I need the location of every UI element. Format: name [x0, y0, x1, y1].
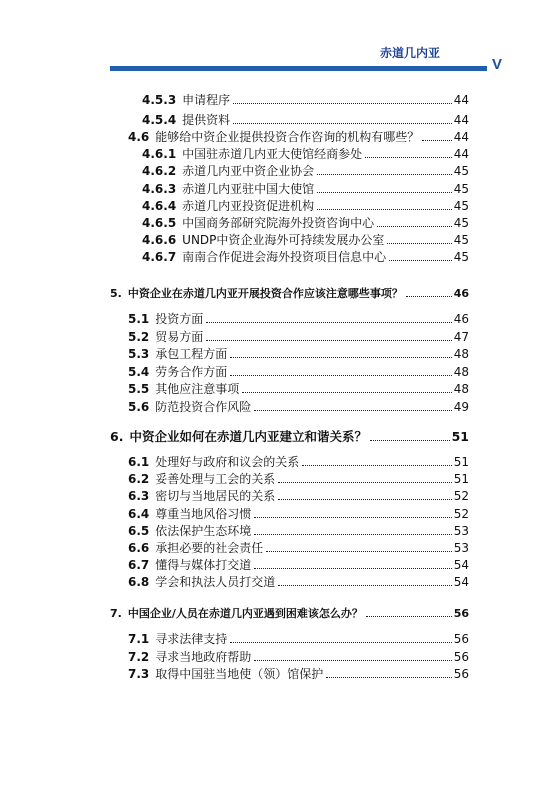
toc-dot-leader: [389, 260, 452, 261]
toc-entry-title: 提供资料: [182, 113, 231, 127]
toc-entry-number: 5.6: [128, 399, 150, 414]
toc-entry-page: 44: [453, 147, 469, 161]
toc-entry-title: 赤道几内亚驻中国大使馆: [182, 182, 315, 196]
toc-entry-number: 4.6.5: [142, 216, 177, 230]
toc-dot-leader: [233, 103, 452, 104]
toc-dot-leader: [266, 551, 451, 552]
toc-entry-number: 7.2: [128, 649, 150, 664]
toc-dot-leader: [422, 140, 451, 141]
toc-dot-leader: [326, 677, 451, 678]
toc-entry-page: 48: [453, 364, 469, 379]
toc-entry-title: 学会和执法人员打交道: [155, 575, 276, 590]
toc-entry-title: 承担必要的社会责任: [155, 541, 264, 555]
toc-entry[interactable]: [142, 247, 469, 267]
toc-entry-page: 45: [453, 250, 469, 264]
toc-entry[interactable]: [110, 284, 469, 304]
toc-entry-page: 54: [453, 575, 469, 590]
toc-entry-number: 6.8: [128, 575, 150, 590]
toc-entry-title: 能够给中资企业提供投资合作咨询的机构有哪些？: [155, 130, 420, 144]
toc-entry-number: 6.4: [128, 506, 150, 521]
toc-entry-number: 5.5: [128, 382, 150, 396]
toc-entry-title: 防范投资合作风险: [155, 399, 252, 414]
toc-entry-title: 寻求当地政府帮助: [155, 649, 252, 664]
toc-entry-title: 劳务合作方面: [155, 364, 228, 379]
toc-dot-leader: [254, 568, 451, 569]
toc-entry-title: 寻求法律支持: [155, 632, 228, 646]
toc-entry-number: 6.6: [128, 541, 150, 555]
toc-dot-leader: [317, 192, 452, 193]
toc-entry-number: 5.: [110, 287, 122, 300]
toc-entry-title: 中资企业如何在赤道几内亚建立和谐关系？: [129, 429, 367, 444]
toc-entry[interactable]: [128, 572, 469, 592]
toc-entry[interactable]: [142, 90, 469, 110]
toc-entry-title: 取得中国驻当地使（领）馆保护: [155, 667, 324, 681]
toc-entry-title: 贸易方面: [155, 329, 204, 344]
toc-entry-title: 赤道几内亚投资促进机构: [182, 199, 315, 213]
toc-entry-page: 46: [453, 287, 469, 300]
toc-entry-page: 48: [453, 382, 469, 396]
toc-entry-page: 44: [453, 93, 469, 107]
toc-entry-number: 5.3: [128, 347, 150, 361]
toc-entry-title: 密切与当地居民的关系: [155, 489, 276, 504]
toc-entry-page: 54: [453, 558, 469, 573]
toc-entry-page: 53: [453, 541, 469, 555]
toc-entry-title: 中国企业/人员在赤道几内亚遇到困难该怎么办？: [127, 607, 363, 620]
toc-entry-title: UNDP中资企业海外可持续发展办公室: [182, 233, 385, 247]
toc-entry-page: 46: [453, 312, 469, 326]
toc-dot-leader: [254, 534, 451, 535]
toc-dot-leader: [233, 123, 452, 124]
toc-entry-number: 4.6.6: [142, 233, 177, 247]
toc-entry-page: 45: [453, 233, 469, 247]
toc-entry[interactable]: [128, 664, 469, 684]
toc-entry-number: 4.5.4: [142, 113, 177, 127]
toc-dot-leader: [254, 660, 451, 661]
toc-entry-number: 4.6.7: [142, 250, 177, 264]
toc-dot-leader: [230, 642, 451, 643]
toc-dot-leader: [242, 392, 451, 393]
toc-entry-page: 44: [453, 130, 469, 144]
toc-entry-page: 48: [453, 347, 469, 361]
toc-entry-title: 妥善处理与工会的关系: [155, 472, 276, 487]
toc-entry-page: 45: [453, 164, 469, 178]
toc-entry-page: 45: [453, 216, 469, 230]
toc-entry[interactable]: [128, 397, 469, 417]
toc-entry-page: 56: [453, 667, 469, 681]
toc-dot-leader: [317, 209, 452, 210]
toc-dot-leader: [206, 340, 451, 341]
toc-entry-title: 南南合作促进会海外投资项目信息中心: [182, 250, 387, 264]
toc-dot-leader: [387, 243, 451, 244]
toc-dot-leader: [278, 499, 451, 500]
page-number: V: [492, 56, 503, 73]
toc-entry[interactable]: [110, 604, 469, 624]
toc-dot-leader: [230, 375, 451, 376]
toc-dot-leader: [406, 296, 452, 297]
toc-entry-page: 51: [453, 472, 469, 487]
toc-entry-title: 承包工程方面: [155, 347, 228, 361]
toc-entry-number: 4.6.4: [142, 199, 177, 213]
toc-entry-title: 中国商务部研究院海外投资咨询中心: [182, 216, 375, 230]
toc-entry[interactable]: [142, 161, 469, 181]
toc-entry-page: 51: [453, 455, 469, 469]
toc-entry-title: 赤道几内亚中资企业协会: [182, 164, 315, 178]
toc-dot-leader: [317, 174, 452, 175]
toc-entry-title: 懂得与媒体打交道: [155, 558, 252, 573]
toc-entry[interactable]: [110, 427, 469, 447]
toc-dot-leader: [278, 482, 451, 483]
toc-entry-page: 53: [453, 523, 469, 538]
toc-entry-number: 6.3: [128, 489, 150, 504]
toc-entry-title: 中资企业在赤道几内亚开展投资合作应该注意哪些事项？: [127, 287, 403, 300]
toc-entry-page: 52: [453, 489, 469, 504]
toc-entry-page: 45: [453, 182, 469, 196]
toc-entry-number: 7.1: [128, 632, 150, 646]
toc-dot-leader: [254, 410, 451, 411]
toc-entry-title: 处理好与政府和议会的关系: [155, 455, 300, 469]
toc-dot-leader: [377, 226, 452, 227]
toc-entry-page: 49: [453, 399, 469, 414]
toc-dot-leader: [230, 357, 451, 358]
toc-entry-title: 投资方面: [155, 312, 204, 326]
toc-entry-number: 6.: [110, 429, 124, 444]
toc-dot-leader: [365, 157, 452, 158]
header-title: 赤道几内亚: [380, 46, 441, 60]
toc-entry-title: 依法保护生态环境: [155, 523, 252, 538]
toc-entry-number: 6.1: [128, 455, 150, 469]
toc-entry-number: 4.6.2: [142, 164, 177, 178]
toc-entry-page: 56: [453, 632, 469, 646]
toc-entry-page: 51: [451, 429, 469, 444]
toc-entry-number: 4.6.3: [142, 182, 177, 196]
toc-entry-page: 56: [453, 607, 469, 620]
toc-entry-title: 中国驻赤道几内亚大使馆经商参处: [182, 147, 363, 161]
toc-entry-title: 申请程序: [182, 93, 231, 107]
toc-entry-number: 7.: [110, 607, 122, 620]
header-bar: [110, 66, 487, 71]
toc-entry-page: 52: [453, 506, 469, 521]
toc-entry-page: 44: [453, 113, 469, 127]
toc-entry-title: 其他应注意事项: [155, 382, 240, 396]
toc-dot-leader: [370, 440, 450, 441]
toc-dot-leader: [254, 517, 451, 518]
toc-dot-leader: [302, 465, 451, 466]
toc-entry-number: 6.2: [128, 472, 150, 487]
toc-entry-page: 45: [453, 199, 469, 213]
toc-entry-title: 尊重当地风俗习惯: [155, 506, 252, 521]
toc-dot-leader: [366, 616, 452, 617]
toc-entry-number: 5.2: [128, 329, 150, 344]
toc-entry-number: 5.1: [128, 312, 150, 326]
toc-entry-number: 5.4: [128, 364, 150, 379]
toc-entry-page: 47: [453, 329, 469, 344]
toc-dot-leader: [206, 322, 451, 323]
toc-entry-page: 56: [453, 649, 469, 664]
toc-entry-number: 4.6: [128, 130, 150, 144]
toc-entry-number: 7.3: [128, 667, 150, 681]
toc-entry-number: 6.5: [128, 523, 150, 538]
toc-entry-number: 6.7: [128, 558, 150, 573]
toc-entry-number: 4.6.1: [142, 147, 177, 161]
toc-dot-leader: [278, 585, 451, 586]
toc-entry-number: 4.5.3: [142, 93, 177, 107]
